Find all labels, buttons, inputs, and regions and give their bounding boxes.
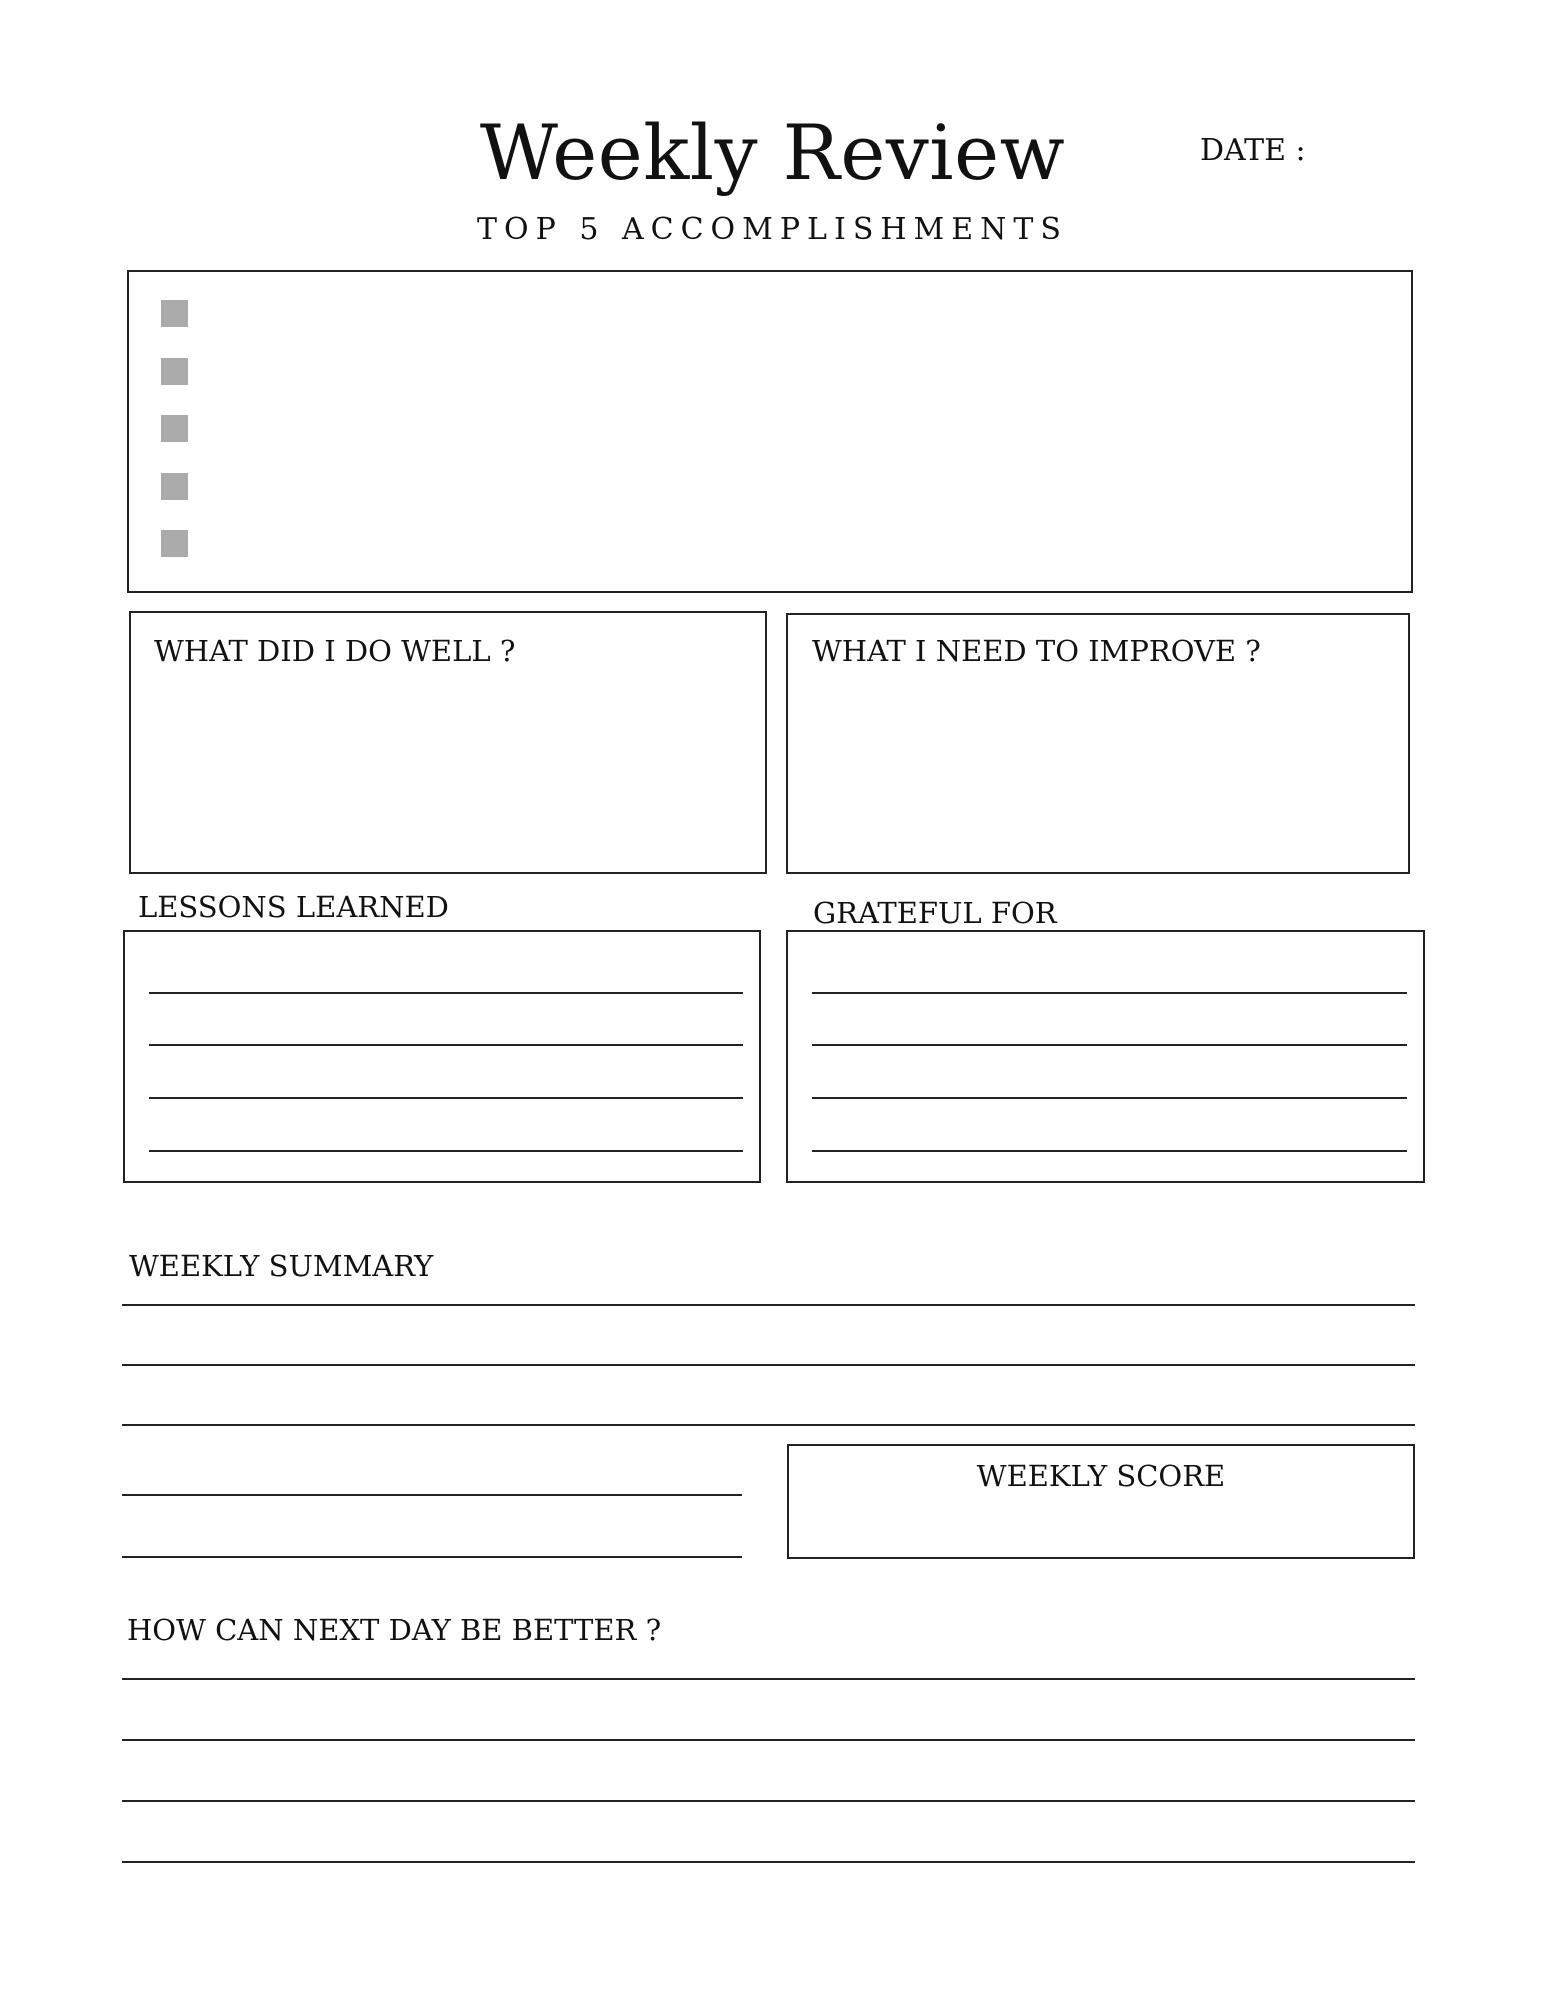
lessons-label: LESSONS LEARNED [138,890,449,924]
improve-box[interactable] [786,613,1410,874]
lessons-line-4[interactable] [149,1150,743,1152]
grateful-line-3[interactable] [812,1097,1407,1099]
lessons-line-3[interactable] [149,1097,743,1099]
grateful-line-2[interactable] [812,1044,1407,1046]
score-box[interactable] [787,1444,1415,1559]
next-day-line-2[interactable] [122,1739,1415,1741]
date-label: DATE : [1200,133,1306,168]
checkbox-4[interactable] [161,473,188,500]
next-day-line-3[interactable] [122,1800,1415,1802]
accomplishments-box [127,270,1413,593]
accomplishments-heading: TOP 5 ACCOMPLISHMENTS [477,212,1068,247]
checkbox-3[interactable] [161,415,188,442]
summary-line-2[interactable] [122,1364,1415,1366]
did-well-box[interactable] [129,611,767,874]
grateful-label: GRATEFUL FOR [813,896,1057,930]
summary-line-1[interactable] [122,1304,1415,1306]
next-day-line-1[interactable] [122,1678,1415,1680]
score-label: WEEKLY SCORE [976,1459,1226,1493]
summary-label: WEEKLY SUMMARY [129,1249,434,1283]
grateful-box [786,930,1425,1183]
improve-label: WHAT I NEED TO IMPROVE ? [812,634,1261,668]
checkbox-1[interactable] [161,300,188,327]
checkbox-2[interactable] [161,358,188,385]
lessons-line-2[interactable] [149,1044,743,1046]
next-day-line-4[interactable] [122,1861,1415,1863]
lessons-box [123,930,761,1183]
summary-line-5[interactable] [122,1556,742,1558]
grateful-line-1[interactable] [812,992,1407,994]
grateful-line-4[interactable] [812,1150,1407,1152]
page-title: Weekly Review [479,108,1066,197]
lessons-line-1[interactable] [149,992,743,994]
checkbox-5[interactable] [161,530,188,557]
next-day-label: HOW CAN NEXT DAY BE BETTER ? [127,1613,662,1647]
did-well-label: WHAT DID I DO WELL ? [154,634,516,668]
summary-line-3[interactable] [122,1424,1415,1426]
summary-line-4[interactable] [122,1494,742,1496]
